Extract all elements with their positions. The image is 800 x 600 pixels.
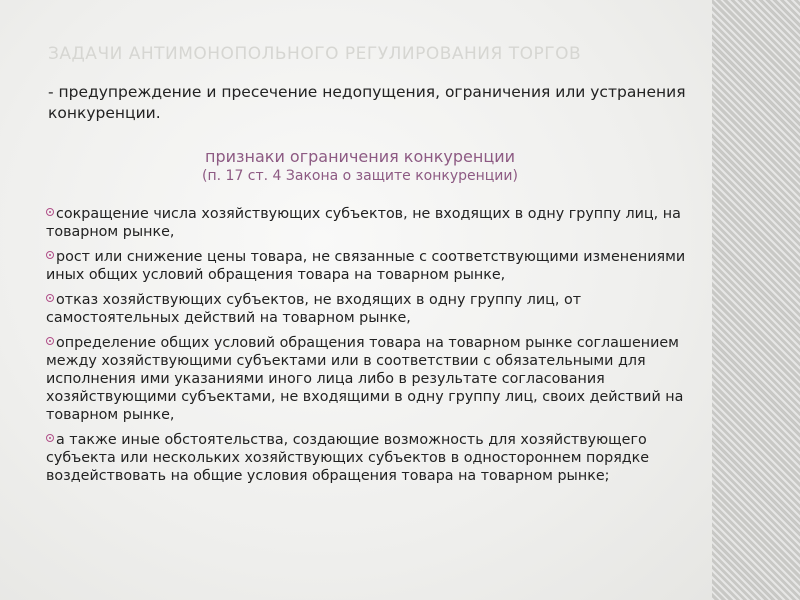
subheading-block bbox=[40, 146, 680, 186]
list-item bbox=[46, 334, 698, 424]
list-item bbox=[46, 248, 698, 284]
bullet-icon bbox=[46, 208, 54, 216]
decorative-side-strip bbox=[712, 0, 800, 600]
list-item-text: отказ хозяйствующих субъектов, не входящих в одну группу лиц, от самостоятельных действий на товарном рынке, bbox=[46, 292, 582, 326]
subheading: признаки ограничения конкуренции bbox=[204, 147, 515, 166]
bullet-icon bbox=[46, 251, 54, 259]
bullet-icon bbox=[46, 337, 54, 345]
list-item bbox=[46, 431, 698, 485]
bullet-icon bbox=[46, 294, 54, 302]
list-item bbox=[46, 291, 698, 327]
list-item-text: рост или снижение цены товара, не связанные с соответствующими изменениями иных общих условий обращения товара на товарном рынке, bbox=[46, 249, 686, 283]
list-item-text: а также иные обстоятельства, создающие возможность для хозяйствующего субъекта или нескольких хозяйствующих субъектов в одностороннем порядке воздействовать на общие условия обращения товара на товарном рынке; bbox=[46, 432, 650, 484]
slide-title: ЗАДАЧИ АНТИМОНОПОЛЬНОГО РЕГУЛИРОВАНИЯ ТОРГОВ bbox=[48, 44, 582, 64]
bullet-icon bbox=[46, 434, 54, 442]
bullet-list bbox=[46, 205, 698, 492]
intro-text: - предупреждение и пресечение недопущения, ограничения или устранения конкуренции. bbox=[48, 83, 686, 122]
subheading-reference: (п. 17 ст. 4 Закона о защите конкуренции) bbox=[202, 168, 518, 184]
list-item-text: сокращение числа хозяйствующих субъектов, не входящих в одну группу лиц, на товарном рынке, bbox=[46, 206, 681, 240]
list-item bbox=[46, 205, 698, 241]
list-item-text: определение общих условий обращения товара на товарном рынке соглашением между хозяйствующими субъектами или в соответствии с обязательными для исполнения ими указаниями иного лица либо в результате согласования хозяйствующими субъектами, не входящими в одну группу лиц, своих действий на товарном рынке, bbox=[46, 335, 684, 423]
